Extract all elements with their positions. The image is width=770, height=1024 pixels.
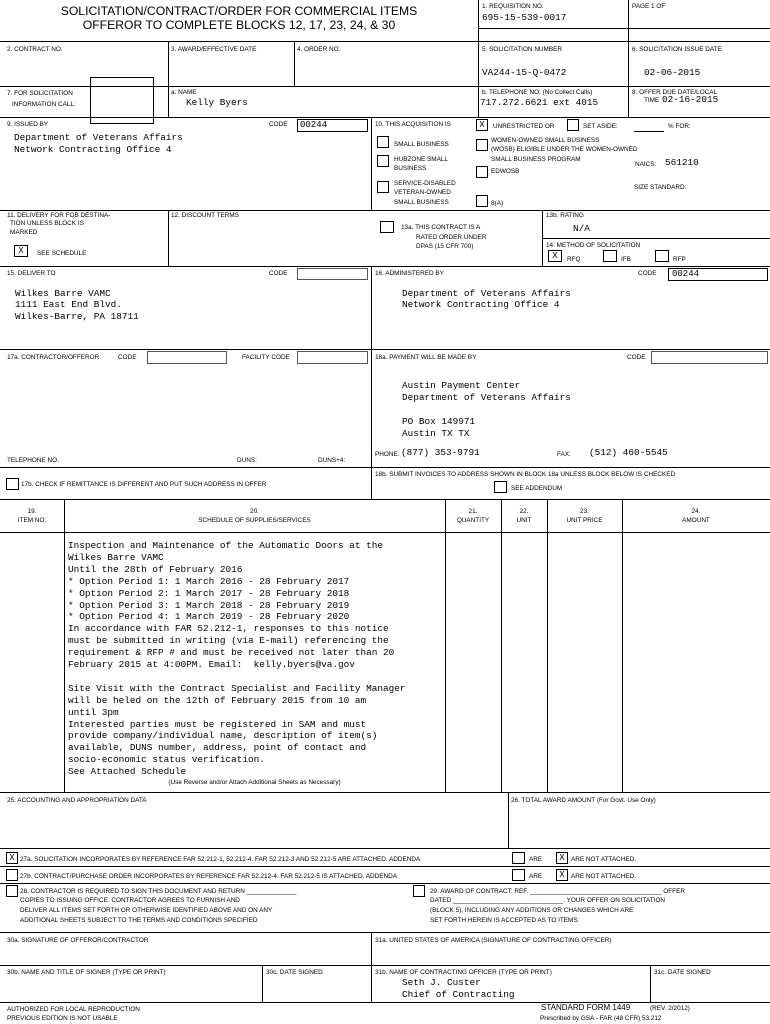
small-business-label: SMALL BUSINESS: [394, 141, 449, 148]
wosb-checkbox[interactable]: [476, 139, 488, 151]
phone-value: (877) 353-9791: [401, 447, 480, 458]
facility-code-label: FACILITY CODE: [242, 354, 290, 361]
col24-label: AMOUNT: [682, 517, 710, 524]
divider: [542, 238, 770, 239]
deliver-to-line1: Wilkes Barre VAMC: [15, 288, 111, 299]
issue-date[interactable]: 02-06-2015: [644, 67, 701, 78]
divider: [168, 41, 169, 86]
schedule-line: In accordance with FAR 52.212-1, responses to this notice: [68, 623, 389, 635]
wosb-label-2: (WOSB) ELIGIBLE UNDER THE WOMEN-OWNED: [491, 146, 638, 153]
divider: [0, 349, 770, 350]
eight-a-label: 8(A): [491, 200, 504, 207]
divider: [478, 28, 770, 29]
b28-line1: 28. CONTRACTOR IS REQUIRED TO SIGN THIS DOCUMENT AND RETURN ______________: [20, 888, 297, 895]
size-standard-label: SIZE STANDARD:: [634, 184, 687, 191]
b1-label: 1. REQUISITION NO.: [482, 3, 544, 10]
divider: [0, 499, 770, 500]
col21-num: 21.: [468, 508, 478, 515]
b27b-are-checkbox[interactable]: [512, 869, 525, 881]
schedule-line: socio-economic status verification.: [68, 754, 265, 766]
b28-line3: DELIVER ALL ITEMS SET FORTH OR OTHERWISE IDENTIFIED ABOVE AND ON ANY: [20, 907, 273, 914]
payment-line2: Department of Veterans Affairs: [402, 392, 571, 403]
divider: [0, 266, 770, 267]
footer-rev: (REV. 2/2012): [650, 1005, 690, 1012]
solicitation-number[interactable]: VA244-15-Q-0472: [482, 67, 567, 78]
deliver-to-line3: Wilkes-Barre, PA 18711: [15, 311, 139, 322]
form-title-line1: SOLICITATION/CONTRACT/ORDER FOR COMMERCIAL ITEMS: [60, 4, 418, 18]
b31a-label: 31a. UNITED STATES OF AMERICA (SIGNATURE OF CONTRACTING OFFICER): [375, 937, 612, 944]
schedule-line: must be submitted in writing (via E-mail) referencing the: [68, 635, 389, 647]
b25-label: 25. ACCOUNTING AND APPROPRIATION DATA: [7, 797, 147, 804]
sdvosb-checkbox[interactable]: [377, 181, 389, 193]
divider: [0, 965, 770, 966]
b27b-are-label: ARE: [529, 873, 543, 880]
b29-checkbox[interactable]: [413, 885, 425, 897]
b6-label: 6. SOLICITATION ISSUE DATE: [632, 46, 722, 53]
divider: [508, 792, 509, 848]
divider: [0, 532, 770, 533]
b28-checkbox[interactable]: [6, 885, 18, 897]
b27b-checkbox[interactable]: [6, 869, 18, 881]
schedule-line: Until the 28th of February 2016: [68, 563, 243, 575]
schedule-line: See Attached Schedule: [68, 766, 187, 778]
b4-label: 4. ORDER NO.: [297, 46, 341, 53]
duns-label: DUNS:: [237, 457, 257, 464]
col24-num: 24.: [691, 508, 701, 515]
hubzone-label-1: HUBZONE SMALL: [394, 156, 448, 163]
issued-by-code[interactable]: 00244: [297, 119, 368, 132]
contracting-officer-title: Chief of Contracting: [402, 989, 515, 1000]
b7-label-2: INFORMATION CALL:: [12, 101, 76, 108]
b28-line2: COPIES TO ISSUING OFFICE. CONTRACTOR AGREES TO FURNISH AND: [20, 897, 240, 904]
edwosb-checkbox[interactable]: [476, 166, 488, 178]
b10-label: 10. THIS ACQUISITION IS: [375, 121, 451, 128]
col23-label: UNIT PRICE: [566, 517, 603, 524]
footer-prescribed: Prescribed by GSA - FAR (48 CFR) 53.212: [540, 1015, 662, 1022]
col19-num: 19.: [27, 508, 37, 515]
divider: [0, 883, 770, 884]
divider: [0, 1002, 770, 1003]
divider: [0, 210, 770, 211]
naics-value[interactable]: 561210: [665, 157, 699, 168]
fax-value: (512) 460-5545: [589, 447, 668, 458]
b27a-checkbox[interactable]: X: [6, 852, 18, 864]
divider: [0, 792, 770, 793]
deliver-to-line2: 1111 East End Blvd.: [15, 299, 122, 310]
divider: [262, 965, 263, 1002]
b16-label: 16. ADMINISTERED BY: [375, 270, 444, 277]
contractor-code[interactable]: [147, 351, 227, 364]
administered-by-line2: Network Contracting Office 4: [402, 299, 560, 310]
rfq-checkbox[interactable]: X: [548, 250, 562, 262]
divider: [294, 41, 295, 86]
footer-form-name: STANDARD FORM 1449: [541, 1003, 631, 1012]
payment-line3: PO Box 149971: [402, 416, 476, 427]
divider: [547, 499, 548, 792]
small-business-checkbox[interactable]: [377, 136, 389, 148]
b30b-label: 30b. NAME AND TITLE OF SIGNER (TYPE OR PRINT): [7, 969, 166, 976]
duns4-label: DUNS+4:: [318, 457, 346, 464]
fax-label: FAX:: [557, 451, 571, 458]
b3-label: 3. AWARD/EFFECTIVE DATE: [171, 46, 257, 53]
schedule-line: available, DUNS number, address, point of contact and: [68, 742, 367, 754]
b8-label-2: TIME: [644, 97, 660, 104]
divider: [0, 866, 770, 867]
col23-num: 23.: [580, 508, 589, 515]
rfp-label: RFP: [673, 256, 686, 263]
b13b-label: 13b. RATING: [546, 212, 584, 219]
schedule-line: * Option Period 3: 1 March 2018 - 28 February 2019: [68, 599, 350, 611]
divider: [445, 499, 446, 792]
schedule-line: Wilkes Barre VAMC: [68, 551, 164, 563]
divider: [622, 499, 623, 792]
b18a-label: 18a. PAYMENT WILL BE MADE BY: [375, 354, 477, 361]
schedule-line: will be heled on the 12th of February 2015 from 10 am: [68, 694, 367, 706]
divider: [168, 86, 169, 117]
b27a-are-checkbox[interactable]: [512, 852, 525, 864]
form-title-line2: OFFEROR TO COMPLETE BLOCKS 12, 17, 23, 24, & 30: [82, 18, 396, 32]
col20-label: SCHEDULE OF SUPPLIES/SERVICES: [198, 517, 311, 524]
see-schedule-checkbox[interactable]: X: [14, 245, 28, 257]
schedule-line: requirement & RFP # and must be received not later than 20: [68, 647, 395, 659]
b8-label-1: 8. OFFER DUE DATE/LOCAL: [632, 89, 718, 96]
b9-label: 9. ISSUED BY: [7, 121, 49, 128]
b14-label: 14. METHOD OF SOLICITATION: [546, 242, 641, 249]
schedule-line: [68, 671, 444, 683]
payment-code[interactable]: [651, 351, 768, 364]
col19-label: ITEM NO.: [17, 517, 47, 524]
b15-code-label: CODE: [269, 270, 288, 277]
schedule-line: until 3pm: [68, 706, 119, 718]
divider: [371, 117, 372, 210]
divider: [0, 117, 770, 118]
administered-by-code[interactable]: 00244: [668, 268, 768, 281]
payment-line4: Austin TX TX: [402, 428, 470, 439]
rfp-checkbox[interactable]: [655, 250, 669, 262]
b27b-label: 27b. CONTRACT/PURCHASE ORDER INCORPORATES BY REFERENCE FAR 52.212-4. FAR 52.212-5 IS ATTACHED. ADDENDA: [20, 873, 398, 880]
b11-label-3: MARKED: [10, 229, 38, 236]
reverse-note: (Use Reverse and/or Attach Additional Sheets as Necessary): [168, 779, 341, 786]
sdvosb-label-3: SMALL BUSINESS: [394, 199, 449, 206]
unrestricted-label: UNRESTRICTED OR: [493, 123, 555, 130]
b11-label-2: TION UNLESS BLOCK IS: [10, 220, 84, 227]
eight-a-checkbox[interactable]: [476, 195, 488, 207]
b9-code-label: CODE: [269, 121, 288, 128]
b17b-label: 17b. CHECK IF REMITTANCE IS DIFFERENT AND PUT SUCH ADDRESS IN OFFER: [21, 481, 267, 488]
col20-num: 20.: [250, 508, 259, 515]
divider: [628, 0, 629, 117]
divider: [168, 210, 169, 266]
rfq-label: RFQ: [567, 256, 581, 263]
b31c-label: 31c. DATE SIGNED: [654, 969, 711, 976]
b30a-label: 30a. SIGNATURE OF OFFEROR/CONTRACTOR: [7, 937, 149, 944]
ifb-checkbox[interactable]: [603, 250, 617, 262]
page-label: PAGE 1 OF: [632, 3, 666, 10]
rated-order-checkbox[interactable]: [380, 221, 394, 233]
b17a-code-label: CODE: [118, 354, 137, 361]
see-schedule-label: SEE SCHEDULE: [37, 250, 87, 257]
schedule-line: * Option Period 4: 1 March 2019 - 28 February 2020: [68, 611, 350, 623]
b28-line4: ADDITIONAL SHEETS SUBJECT TO THE TERMS AND CONDITIONS SPECIFIED: [20, 917, 258, 924]
divider: [0, 932, 770, 933]
b29-line3: (BLOCK 5), INCLUDING ANY ADDITIONS OR CHANGES WHICH ARE: [430, 907, 634, 914]
b29-line1: 29. AWARD OF CONTRACT: REF. _____________________________________ OFFER: [430, 888, 685, 895]
issued-by-line2: Network Contracting Office 4: [14, 144, 172, 155]
b18a-code-label: CODE: [627, 354, 646, 361]
offer-due-date[interactable]: 02-16-2015: [662, 94, 719, 105]
b12-label: 12. DISCOUNT TERMS: [171, 212, 239, 219]
remittance-checkbox[interactable]: [6, 478, 19, 490]
schedule-line: * Option Period 1: 1 March 2016 - 28 February 2017: [68, 575, 350, 587]
footer-authorized: AUTHORIZED FOR LOCAL REPRODUCTION: [7, 1006, 140, 1013]
pct-blank: [634, 131, 664, 132]
requisition-number[interactable]: 695-15-539-0017: [482, 12, 567, 23]
payment-line1: Austin Payment Center: [402, 380, 521, 391]
b27b-not-attached-label: ARE NOT ATTACHED.: [571, 873, 636, 880]
contact-phone[interactable]: 717.272.6621 ext 4015: [480, 97, 599, 108]
divider: [371, 467, 770, 468]
b27a-are-label: ARE: [529, 856, 543, 863]
issued-by-line1: Department of Veterans Affairs: [14, 132, 183, 143]
b15-label: 15. DELIVER TO: [7, 270, 56, 277]
b29-line2: DATED _______________________________. YOUR OFFER ON SOLICITATION: [430, 897, 666, 904]
b7-label-1: 7. FOR SOLICITATION: [7, 90, 73, 97]
footer-previous-edition: PREVIOUS EDITION IS NOT USABLE: [7, 1015, 118, 1022]
schedule-line: * Option Period 2: 1 March 2017 - 28 February 2018: [68, 587, 350, 599]
divider: [64, 499, 65, 792]
b13a-label-2: RATED ORDER UNDER: [416, 234, 487, 241]
b27a-label: 27a. SOLICITATION INCORPORATES BY REFERENCE FAR 52.212-1, 52.212-4. FAR 52.212-3 AND 52.212-5 ARE ATTACHED. ADDENDA: [20, 856, 421, 863]
schedule-line: Interested parties must be registered in SAM and must: [68, 718, 367, 730]
divider: [650, 965, 651, 1002]
hubzone-checkbox[interactable]: [377, 155, 389, 167]
ifb-label: IFB: [621, 256, 631, 263]
wosb-label-1: WOMEN-OWNED SMALL BUSINESS: [491, 137, 600, 144]
b7b-label: b. TELEPHONE NO. (No Collect Calls): [482, 89, 593, 96]
b13a-label-1: 13a. THIS CONTRACT IS A: [401, 224, 481, 231]
naics-label: NAICS:: [635, 161, 657, 168]
schedule-line: February 2015 at 4:00PM. Email: kelly.byers@va.gov: [68, 659, 355, 671]
facility-code[interactable]: [297, 351, 368, 364]
b16-code-label: CODE: [638, 270, 657, 277]
rating-value: N/A: [573, 223, 590, 234]
schedule-description: [68, 540, 444, 778]
b27b-not-attached-checkbox[interactable]: X: [556, 869, 568, 881]
administered-by-line1: Department of Veterans Affairs: [402, 288, 571, 299]
set-aside-label: SET ASIDE:: [583, 123, 618, 130]
contracting-officer-name: Seth J. Custer: [402, 977, 481, 988]
hubzone-label-2: BUSINESS: [394, 165, 427, 172]
schedule-line: provide company/individual name, description of item(s): [68, 730, 378, 742]
pct-label: % FOR:: [668, 123, 691, 130]
sdvosb-label-2: VETERAN-OWNED: [394, 189, 451, 196]
deliver-to-code[interactable]: [297, 268, 368, 280]
divider: [0, 41, 770, 42]
b2-label: 2. CONTRACT NO.: [7, 46, 63, 53]
see-addendum-checkbox[interactable]: [494, 481, 507, 493]
col21-label: QUANTITY: [456, 517, 490, 524]
b27a-not-attached-checkbox[interactable]: X: [556, 852, 568, 864]
divider: [501, 499, 502, 792]
divider: [478, 0, 479, 117]
b27a-not-attached-label: ARE NOT ATTACHED.: [571, 856, 636, 863]
divider: [371, 932, 372, 1002]
b11-label-1: 11. DELIVERY FOR FOB DESTINA-: [7, 212, 111, 219]
unrestricted-checkbox[interactable]: X: [476, 119, 488, 131]
divider: [0, 848, 770, 849]
schedule-line: Site Visit with the Contract Specialist and Facility Manager: [68, 682, 406, 694]
b29-line4: SET FORTH HEREIN IS ACCEPTED AS TO ITEMS:: [430, 917, 580, 924]
b13a-label-3: DPAS (15 CFR 700): [416, 243, 474, 250]
telephone-label: TELEPHONE NO.: [7, 457, 59, 464]
schedule-line: Inspection and Maintenance of the Automatic Doors at the: [68, 540, 384, 551]
col22-num: 22.: [519, 508, 529, 515]
divider: [0, 467, 371, 468]
b5-label: 5. SOLICITATION NUMBER: [482, 46, 563, 53]
contact-name[interactable]: Kelly Byers: [186, 97, 248, 108]
b17a-label: 17a. CONTRACTOR/OFFEROR: [7, 354, 100, 361]
divider: [371, 266, 372, 499]
b7a-label: a. NAME: [171, 89, 197, 96]
b26-label: 26. TOTAL AWARD AMOUNT (For Govt. Use Only): [511, 797, 656, 804]
b18b-label: 18b. SUBMIT INVOICES TO ADDRESS SHOWN IN BLOCK 18a UNLESS BLOCK BELOW IS CHECKED: [375, 471, 676, 478]
b31b-label: 31b. NAME OF CONTRACTING OFFICER (TYPE OR PRINT): [375, 969, 552, 976]
col22-label: UNIT: [516, 517, 532, 524]
sdvosb-label-1: SERVICE-DISABLED: [394, 180, 456, 187]
edwosb-label: EDWOSB: [491, 168, 520, 175]
b30c-label: 30c. DATE SIGNED: [266, 969, 323, 976]
set-aside-checkbox[interactable]: [567, 119, 579, 131]
wosb-label-3: SMALL BUSINESS PROGRAM: [491, 156, 581, 163]
see-addendum-label: SEE ADDENDUM: [511, 485, 563, 492]
phone-label: PHONE:: [375, 451, 400, 458]
